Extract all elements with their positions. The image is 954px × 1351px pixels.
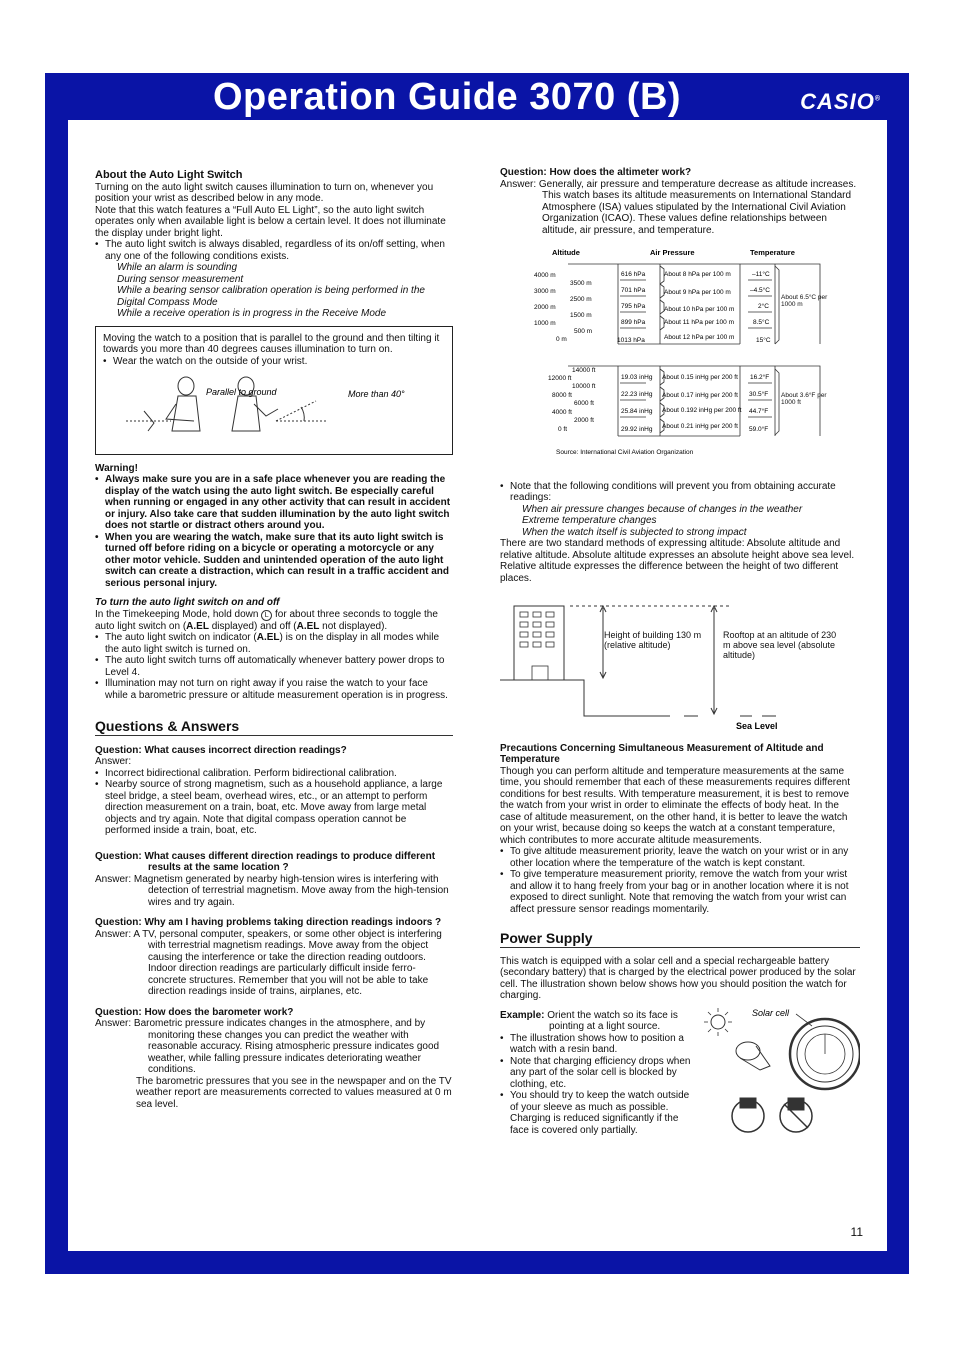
page-title: Operation Guide 3070 (B) — [212, 76, 682, 118]
list-item: • Note that charging efficiency drops when any part of the solar cell is blocked by clothing, etc. — [510, 1056, 700, 1091]
svg-text:25.84 inHg: 25.84 inHg — [621, 408, 653, 415]
metric-pressures — [617, 271, 646, 344]
page-sheet — [68, 120, 887, 1251]
relative-altitude-label: Height of building 130 m (relative altitude) — [604, 630, 702, 650]
metric-temperatures — [750, 270, 771, 344]
svg-text:19.03 inHg: 19.03 inHg — [621, 374, 653, 381]
solar-cell-label: Solar cell — [752, 1007, 790, 1018]
tilt-box — [95, 326, 453, 455]
tilt-illustration — [96, 371, 436, 451]
list-item: • Always make sure you are in a safe place whenever you are reading the display of the watch using the auto light switch. Be especially careful when running or engaged in any other activity that can result in accident or injury. Also take care that sudden illumination by the auto light switch does not startle or distract others around you. — [105, 474, 453, 532]
list-item: • Wear the watch on the outside of your wrist. — [113, 356, 445, 368]
toggle-text: In the Timekeeping Mode, hold down L for about three seconds to toggle the auto light switch on (A.EL displayed) and off (A.EL not displayed). — [95, 608, 438, 632]
qa-heading: Questions & Answers — [95, 721, 453, 736]
power-text: This watch is equipped with a solar cell and a special rechargeable battery (secondary battery) that is charged by the electrical power produced by the solar cell. The illustration shown below shows how you should position the watch for charging. — [500, 955, 856, 1001]
answer-4b: The barometric pressures that you see in the newspaper and on the TV weather report are measurements corrected to values measured at 0 m sea level. — [136, 1075, 452, 1110]
person-parallel-illustration — [126, 377, 200, 431]
svg-text:1000 m: 1000 m — [534, 320, 556, 327]
list-item: • The illustration shows how to position a watch with a resin band. — [510, 1033, 700, 1056]
metric-altitudes — [534, 272, 592, 343]
svg-text:–4.5°C: –4.5°C — [750, 287, 770, 294]
isa-header-pressure: Air Pressure — [650, 248, 695, 257]
svg-text:About 0.17 inHg per 200 ft: About 0.17 inHg per 200 ft — [662, 392, 738, 399]
question-1: Question: What causes incorrect direction readings? — [95, 744, 347, 756]
svg-text:About 11 hPa per 100 m: About 11 hPa per 100 m — [664, 319, 734, 326]
list-item: • The auto light switch turns off automatically whenever battery power drops to Level 4. — [105, 655, 453, 678]
svg-text:About 10 hPa per 100 m: About 10 hPa per 100 m — [664, 306, 735, 313]
auto-light-heading: About the Auto Light Switch — [95, 169, 243, 181]
svg-text:About 0.21 inHg per 200 ft: About 0.21 inHg per 200 ft — [662, 423, 738, 430]
list-item: • To give temperature measurement priority, remove the watch from your wrist and allow it to hang freely from your bag or in another location where it is not exposed to direct sunlight. Note that removing the watch from your wrist can affect pressure sensor readings momentarily. — [510, 869, 860, 915]
svg-text:About 12 hPa per 100 m: About 12 hPa per 100 m — [664, 334, 735, 341]
answer-label: Answer: — [95, 756, 132, 767]
isa-header-temperature: Temperature — [750, 248, 795, 257]
person-tilt-illustration — [232, 377, 326, 431]
label-parallel: Parallel to ground — [206, 386, 277, 397]
answer-4: Answer: Barometric pressure indicates changes in the atmosphere, and by monitoring these changes you can predict the weather with reasonable accuracy. Rising atmospheric pressure indicates good weather, while falling pressure indicates deteriorating weather conditions. — [95, 1018, 440, 1075]
svg-text:15°C: 15°C — [756, 337, 771, 344]
warning-title: Warning! — [95, 462, 138, 474]
condition-item: When air pressure changes because of changes in the weather — [522, 503, 803, 515]
svg-text:8.5°C: 8.5°C — [753, 319, 770, 326]
list-item: • You should try to keep the watch outside of your sleeve as much as possible. Charging is reduced significantly if the face is covered only partially. — [510, 1090, 700, 1136]
svg-text:2°C: 2°C — [758, 303, 769, 310]
absolute-altitude-label: Rooftop at an altitude of 230 m above sea level (absolute altitude) — [723, 630, 837, 660]
answer-3: Answer: A TV, personal computer, speakers, or some other object is interfering with terrestrial magnetism readings. Move away from the object causing the interference or take the direction reading outdoors. Indoor direction readings are particularly difficult inside ferro-concrete structures. Remember that you will not be able to take direction readings inside of trains, airplanes, etc. — [95, 928, 442, 997]
svg-text:3500 m: 3500 m — [570, 280, 592, 287]
sun-icon — [711, 1015, 725, 1029]
condition-item: While a bearing sensor calibration operation is being performed in the Digital Compass Mode — [117, 285, 425, 308]
svg-text:16.2°F: 16.2°F — [750, 374, 770, 381]
l-key-icon: L — [261, 610, 272, 621]
svg-text:3000 m: 3000 m — [534, 288, 556, 295]
svg-text:4000 ft: 4000 ft — [552, 409, 572, 416]
svg-text:8000 ft: 8000 ft — [552, 392, 572, 399]
svg-text:12000 ft: 12000 ft — [548, 375, 572, 382]
list-item: • The auto light switch on indicator (A.EL) is on the display in all modes while the auto light switch is turned on. — [105, 632, 453, 655]
casio-logo: CASIO® — [800, 89, 881, 114]
list-item: • The auto light switch is always disabled, regardless of its on/off setting, when any one of the following conditions exists. — [105, 239, 453, 262]
example-text: Example: Orient the watch so its face is pointing at a light source. — [500, 1009, 678, 1032]
svg-text:About 9 hPa per 100 m: About 9 hPa per 100 m — [664, 289, 731, 296]
svg-text:500 m: 500 m — [574, 328, 593, 335]
page-number: 11 — [850, 1225, 863, 1239]
question-3: Question: Why am I having problems taking direction readings indoors ? — [95, 917, 442, 928]
list-item: • Nearby source of strong magnetism, such as a household appliance, a large steel bridge, a steel beam, overhead wires, etc., or an attempt to perform direction measurement on a train, boat, etc. Move away from large metal objects and try again. Note that digital compass operation cannot be performed inside a train, boat, etc. — [105, 779, 453, 837]
svg-text:2000 ft: 2000 ft — [574, 417, 594, 424]
svg-text:29.92 inHg: 29.92 inHg — [621, 426, 653, 433]
condition-item: Extreme temperature changes — [522, 515, 657, 526]
toggle-title: To turn the auto light switch on and off — [95, 597, 280, 608]
isa-source: Source: International Civil Aviation Organization — [556, 449, 694, 456]
condition-item: During sensor measurement — [117, 273, 244, 285]
svg-text:2000 m: 2000 m — [534, 304, 556, 311]
svg-text:4000 m: 4000 m — [534, 272, 556, 279]
svg-text:About 0.192 inHg per 200 ft: About 0.192 inHg per 200 ft — [662, 407, 742, 414]
altitude-diagram — [500, 596, 860, 731]
auto-light-p1: Turning on the auto light switch causes illumination to turn on, whenever you position your wrist as described below in any mode. — [95, 181, 434, 204]
precautions-heading: Precautions Concerning Simultaneous Measurement of Altitude and Temperature — [500, 742, 824, 765]
isa-table-diagram — [500, 244, 860, 469]
altitude-methods: There are two standard methods of expressing altitude: Absolute altitude and relative altitude. Absolute altitude expresses an absolute height above sea level. Relative altitude expresses the difference between the height of two different places. — [500, 538, 855, 584]
condition-item: While a receive operation is in progress in the Receive Mode — [117, 308, 387, 319]
svg-text:14000 ft: 14000 ft — [572, 367, 596, 374]
imperial-altitudes — [548, 367, 596, 433]
metric-rates — [664, 271, 734, 341]
list-item: • When you are wearing the watch, make sure that its auto light switch is turned off before riding on a bicycle or operating a motorcycle or any other motor vehicle. Sudden and unintended operation of the auto light switch can create a distraction, which can result in a traffic accident and serious personal injury. — [105, 532, 453, 590]
list-item: • Incorrect bidirectional calibration. Perform bidirectional calibration. — [105, 768, 453, 780]
svg-text:795 hPa: 795 hPa — [621, 303, 646, 310]
condition-item: When the watch itself is subjected to strong impact — [522, 526, 747, 538]
question-5: Question: How does the altimeter work? — [500, 167, 692, 178]
condition-item: While an alarm is sounding — [117, 262, 238, 273]
svg-text:616 hPa: 616 hPa — [621, 271, 646, 278]
left-column — [95, 170, 453, 1110]
metric-lapse-rate: About 6.5°C per 1000 m — [781, 294, 828, 308]
solar-charging-illustration — [700, 1006, 860, 1146]
svg-text:30.5°F: 30.5°F — [749, 391, 769, 398]
tilt-text: Moving the watch to a position that is parallel to the ground and then tilting it towards you more than 40 degrees causes illumination to turn on. — [103, 332, 440, 355]
answer-5: Answer: Generally, air pressure and temperature decrease as altitude increases. This watch bases its altitude measurements on International Standard Atmosphere (ISA) values stipulated by the International Civil Aviation Organization (ICAO). These values define relationships between altitude, air pressure, and temperature. — [500, 178, 857, 236]
imperial-temperatures — [749, 373, 769, 433]
svg-text:0 m: 0 m — [556, 336, 567, 343]
question-4: Question: How does the barometer work? — [95, 1006, 294, 1018]
imperial-rates — [662, 374, 742, 430]
power-heading: Power Supply — [500, 933, 860, 948]
label-more-than: More than 40° — [348, 388, 405, 399]
list-item: • To give altitude measurement priority, leave the watch on your wrist or in any other location where the temperature of the watch is kept constant. — [510, 846, 860, 869]
list-item: • Illumination may not turn on right away if you raise the watch to your face while a barometric pressure or altitude measurement operation is in progress. — [105, 678, 453, 701]
svg-text:899 hPa: 899 hPa — [621, 319, 646, 326]
svg-text:1500 m: 1500 m — [570, 312, 592, 319]
svg-text:59.0°F: 59.0°F — [749, 426, 769, 433]
question-2: Question: What causes different direction readings to produce different results at the same location ? — [95, 850, 436, 873]
svg-text:1013 hPa: 1013 hPa — [617, 337, 645, 344]
isa-header-altitude: Altitude — [552, 248, 580, 257]
svg-text:About 0.15 inHg per 200 ft: About 0.15 inHg per 200 ft — [662, 374, 738, 381]
svg-text:0 ft: 0 ft — [558, 426, 568, 433]
svg-text:44.7°F: 44.7°F — [749, 408, 769, 415]
svg-text:22.23 inHg: 22.23 inHg — [621, 391, 653, 398]
svg-text:10000 ft: 10000 ft — [572, 383, 596, 390]
imperial-lapse-rate: About 3.6°F per 1000 ft — [781, 392, 827, 406]
precautions-text: Though you can perform altitude and temperature measurements at the same time, you should remember that each of these measurements requires different conditions for best results. With temperature measurement, it is best to remove the watch from your wrist in order to eliminate the effects of body heat. In the case of altitude measurement, on the other hand, it is better to leave the watch on your wrist, because doing so keeps the watch at a constant temperature, which contributes to more accurate altitude measurements. — [500, 765, 850, 846]
sea-level-label: Sea Level — [736, 721, 778, 731]
right-column — [500, 167, 860, 1150]
svg-text:2500 m: 2500 m — [570, 296, 592, 303]
svg-text:About 8 hPa per 100 m: About 8 hPa per 100 m — [664, 271, 731, 278]
svg-text:6000 ft: 6000 ft — [574, 400, 594, 407]
list-item: • Note that the following conditions will prevent you from obtaining accurate readings: — [510, 481, 860, 504]
page-frame — [45, 73, 909, 1274]
svg-text:701 hPa: 701 hPa — [621, 287, 646, 294]
answer-2: Answer: Magnetism generated by nearby high-tension wires is interfering with detection of terrestrial magnetism. Move away from the high-tension wires and try again. — [95, 873, 449, 908]
svg-text:–11°C: –11°C — [752, 271, 770, 278]
auto-light-p2: Note that this watch features a “Full Auto EL Light”, so the auto light switch operates only when available light is below a certain level. It does not illuminate the display under bright light. — [95, 204, 446, 239]
